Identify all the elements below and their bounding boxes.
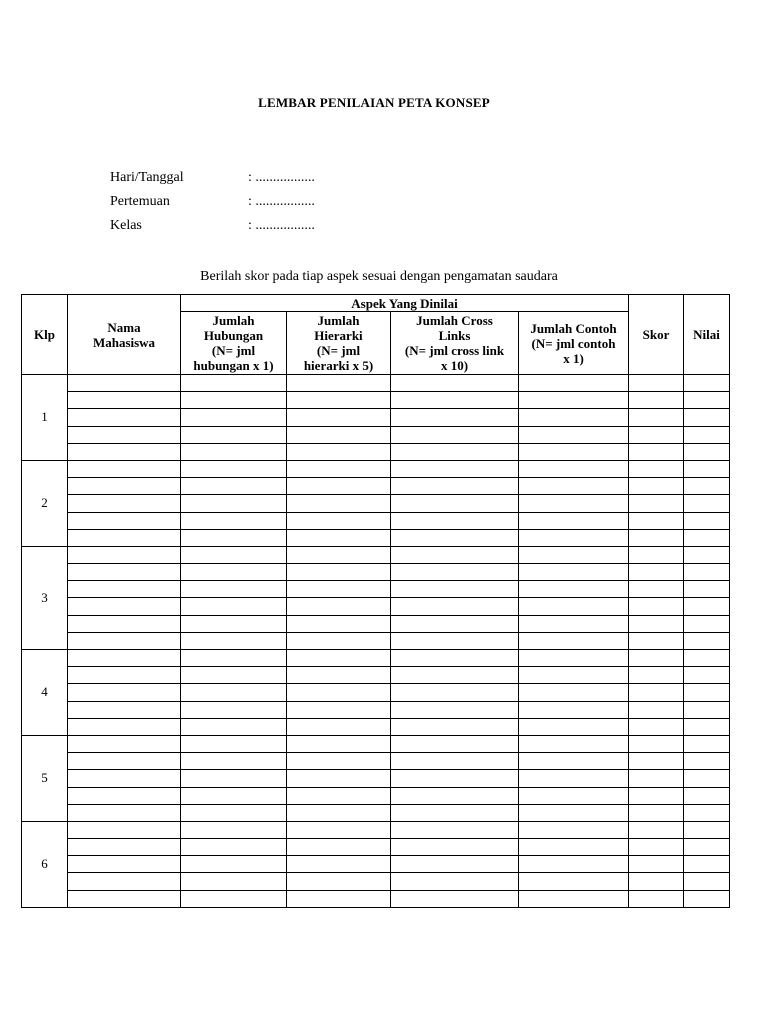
table-cell <box>684 615 730 632</box>
table-cell <box>629 718 684 735</box>
table-cell <box>629 529 684 546</box>
table-row <box>22 443 730 460</box>
table-cell <box>287 443 391 460</box>
table-cell <box>519 753 629 770</box>
table-cell <box>68 770 181 787</box>
table-cell <box>684 409 730 426</box>
table-cell <box>684 512 730 529</box>
header-line: hierarki x 5) <box>303 358 374 373</box>
table-cell <box>68 753 181 770</box>
table-cell <box>684 701 730 718</box>
table-cell <box>629 615 684 632</box>
table-cell <box>629 581 684 598</box>
table-cell <box>684 632 730 649</box>
table-cell <box>287 426 391 443</box>
table-cell <box>181 821 287 838</box>
table-cell <box>519 546 629 563</box>
table-cell <box>68 581 181 598</box>
table-cell <box>287 598 391 615</box>
table-cell <box>684 787 730 804</box>
table-row <box>22 529 730 546</box>
table-cell <box>684 684 730 701</box>
table-cell <box>684 426 730 443</box>
table-cell <box>391 426 519 443</box>
table-cell <box>391 787 519 804</box>
table-row <box>22 856 730 873</box>
table-cell <box>391 632 519 649</box>
table-cell <box>287 581 391 598</box>
table-cell <box>68 564 181 581</box>
table-cell <box>391 564 519 581</box>
table-row <box>22 495 730 512</box>
table-cell <box>391 598 519 615</box>
table-cell <box>519 392 629 409</box>
info-value: : ................. <box>248 218 315 233</box>
table-row <box>22 667 730 684</box>
info-row-class <box>110 218 315 234</box>
table-cell <box>181 512 287 529</box>
table-row <box>22 460 730 477</box>
table-cell <box>287 512 391 529</box>
table-cell <box>519 426 629 443</box>
klp-number: 4 <box>22 650 68 736</box>
table-cell <box>181 478 287 495</box>
table-cell <box>519 873 629 890</box>
table-cell <box>391 701 519 718</box>
table-cell <box>68 460 181 477</box>
assessment-table <box>21 294 730 908</box>
table-cell <box>519 478 629 495</box>
table-cell <box>629 873 684 890</box>
table-cell <box>629 546 684 563</box>
header-line: Jumlah Cross <box>416 313 493 328</box>
table-cell <box>519 409 629 426</box>
table-cell <box>391 495 519 512</box>
table-cell <box>181 804 287 821</box>
table-cell <box>68 478 181 495</box>
info-value: : ................. <box>248 170 315 185</box>
table-cell <box>68 409 181 426</box>
table-row <box>22 409 730 426</box>
table-cell <box>629 787 684 804</box>
table-cell <box>287 392 391 409</box>
table-cell <box>519 615 629 632</box>
table-cell <box>181 718 287 735</box>
table-row <box>22 804 730 821</box>
table-cell <box>684 873 730 890</box>
table-cell <box>181 839 287 856</box>
table-cell <box>391 856 519 873</box>
table-cell <box>68 839 181 856</box>
table-row <box>22 890 730 907</box>
table-row <box>22 478 730 495</box>
header-line: (N= jml <box>211 343 256 358</box>
table-cell <box>684 581 730 598</box>
table-cell <box>287 873 391 890</box>
header-line: Hubungan <box>203 328 264 343</box>
table-cell <box>391 546 519 563</box>
table-cell <box>519 598 629 615</box>
info-label: Pertemuan <box>110 194 170 209</box>
header-klp: Klp <box>22 295 68 375</box>
table-cell <box>391 753 519 770</box>
table-cell <box>629 667 684 684</box>
table-cell <box>181 667 287 684</box>
table-row <box>22 735 730 752</box>
table-cell <box>287 615 391 632</box>
table-cell <box>181 615 287 632</box>
table-cell <box>629 821 684 838</box>
table-cell <box>181 753 287 770</box>
table-cell <box>684 856 730 873</box>
table-cell <box>68 804 181 821</box>
table-cell <box>629 392 684 409</box>
table-cell <box>629 839 684 856</box>
table-row <box>22 564 730 581</box>
table-cell <box>68 890 181 907</box>
table-cell <box>287 701 391 718</box>
table-cell <box>181 735 287 752</box>
table-row <box>22 512 730 529</box>
table-cell <box>68 598 181 615</box>
table-cell <box>181 787 287 804</box>
table-cell <box>287 735 391 752</box>
header-line: x 1) <box>563 350 584 366</box>
table-cell <box>684 718 730 735</box>
table-cell <box>287 890 391 907</box>
table-cell <box>684 478 730 495</box>
table-cell <box>287 460 391 477</box>
klp-number: 1 <box>22 375 68 461</box>
table-cell <box>181 873 287 890</box>
table-row <box>22 546 730 563</box>
header-hierarki <box>287 312 391 375</box>
table-cell <box>684 375 730 392</box>
table-cell <box>629 564 684 581</box>
table-cell <box>519 787 629 804</box>
table-cell <box>181 409 287 426</box>
table-cell <box>68 821 181 838</box>
table-cell <box>629 735 684 752</box>
table-cell <box>181 632 287 649</box>
table-cell <box>684 804 730 821</box>
header-contoh <box>519 312 629 375</box>
table-row <box>22 392 730 409</box>
table-cell <box>391 392 519 409</box>
header-nama-text: Nama Mahasiswa <box>92 319 156 350</box>
table-cell <box>519 581 629 598</box>
table-cell <box>68 426 181 443</box>
klp-number: 5 <box>22 735 68 821</box>
table-cell <box>391 804 519 821</box>
table-cell <box>287 718 391 735</box>
table-row <box>22 650 730 667</box>
header-skor: Skor <box>629 295 684 375</box>
header-aspek: Aspek Yang Dinilai <box>181 295 629 312</box>
table-cell <box>684 821 730 838</box>
table-cell <box>391 529 519 546</box>
table-cell <box>629 495 684 512</box>
table-cell <box>287 478 391 495</box>
table-cell <box>629 650 684 667</box>
table-cell <box>629 512 684 529</box>
table-cell <box>68 529 181 546</box>
table-cell <box>68 856 181 873</box>
table-cell <box>684 839 730 856</box>
table-cell <box>287 529 391 546</box>
table-cell <box>391 512 519 529</box>
table-cell <box>684 650 730 667</box>
table-cell <box>68 873 181 890</box>
table-cell <box>684 392 730 409</box>
table-cell <box>519 770 629 787</box>
table-cell <box>181 443 287 460</box>
table-cell <box>684 753 730 770</box>
table-cell <box>684 529 730 546</box>
header-nama <box>68 295 181 375</box>
table-cell <box>287 495 391 512</box>
table-cell <box>181 546 287 563</box>
header-line: Links <box>438 328 471 343</box>
table-cell <box>391 718 519 735</box>
table-cell <box>684 495 730 512</box>
table-cell <box>287 804 391 821</box>
table-cell <box>519 856 629 873</box>
table-cell <box>684 546 730 563</box>
table-row <box>22 375 730 392</box>
table-cell <box>68 701 181 718</box>
table-row <box>22 787 730 804</box>
table-cell <box>684 890 730 907</box>
table-cell <box>629 426 684 443</box>
table-row <box>22 598 730 615</box>
table-cell <box>629 753 684 770</box>
table-body <box>22 375 730 908</box>
info-label: Kelas <box>110 218 142 233</box>
table-cell <box>68 615 181 632</box>
table-cell <box>181 684 287 701</box>
table-cell <box>629 443 684 460</box>
table-cell <box>68 443 181 460</box>
table-cell <box>519 718 629 735</box>
table-cell <box>391 839 519 856</box>
table-cell <box>287 564 391 581</box>
table-cell <box>519 564 629 581</box>
table-cell <box>391 873 519 890</box>
table-cell <box>68 512 181 529</box>
table-cell <box>519 701 629 718</box>
table-cell <box>287 839 391 856</box>
table-cell <box>519 650 629 667</box>
table-cell <box>287 684 391 701</box>
table-row <box>22 770 730 787</box>
table-cell <box>391 443 519 460</box>
table-cell <box>287 821 391 838</box>
table-cell <box>287 650 391 667</box>
table-cell <box>181 426 287 443</box>
table-cell <box>68 375 181 392</box>
table-row <box>22 753 730 770</box>
table-row <box>22 632 730 649</box>
table-cell <box>519 495 629 512</box>
table-cell <box>391 581 519 598</box>
table-cell <box>287 667 391 684</box>
table-row <box>22 426 730 443</box>
table-cell <box>519 632 629 649</box>
table-cell <box>391 890 519 907</box>
table-cell <box>391 478 519 495</box>
table-cell <box>391 770 519 787</box>
table-cell <box>519 443 629 460</box>
table-row <box>22 839 730 856</box>
header-line: (N= jml cross link <box>404 343 505 358</box>
table-cell <box>287 787 391 804</box>
table-cell <box>287 753 391 770</box>
table-cell <box>684 443 730 460</box>
table-row <box>22 873 730 890</box>
table-cell <box>287 375 391 392</box>
table-cell <box>181 392 287 409</box>
table-cell <box>181 375 287 392</box>
table-cell <box>629 632 684 649</box>
table-cell <box>629 684 684 701</box>
table-cell <box>181 701 287 718</box>
table-cell <box>684 667 730 684</box>
table-cell <box>181 495 287 512</box>
table-cell <box>68 392 181 409</box>
table-cell <box>684 460 730 477</box>
header-line: (N= jml contoh <box>531 335 616 351</box>
table-cell <box>519 821 629 838</box>
table-row <box>22 581 730 598</box>
info-row-date <box>110 170 315 186</box>
table-cell <box>629 701 684 718</box>
table-cell <box>391 460 519 477</box>
table-cell <box>287 546 391 563</box>
table-cell <box>68 684 181 701</box>
page-title: LEMBAR PENILAIAN PETA KONSEP <box>258 95 490 110</box>
table-cell <box>629 804 684 821</box>
table-cell <box>391 684 519 701</box>
header-line: (N= jml <box>316 343 361 358</box>
info-row-meeting <box>110 194 315 210</box>
table-cell <box>287 409 391 426</box>
table-cell <box>391 821 519 838</box>
table-cell <box>68 650 181 667</box>
table-cell <box>629 375 684 392</box>
table-cell <box>181 598 287 615</box>
table-cell <box>181 581 287 598</box>
table-cell <box>68 735 181 752</box>
table-cell <box>68 546 181 563</box>
header-line: Jumlah Contoh <box>530 320 617 336</box>
table-cell <box>68 718 181 735</box>
table-cell <box>519 375 629 392</box>
table-cell <box>519 735 629 752</box>
table-cell <box>629 598 684 615</box>
table-cell <box>629 856 684 873</box>
table-cell <box>287 856 391 873</box>
table-cell <box>181 650 287 667</box>
table-cell <box>629 409 684 426</box>
klp-number: 6 <box>22 821 68 907</box>
table-cell <box>391 667 519 684</box>
table-cell <box>519 460 629 477</box>
table-row <box>22 615 730 632</box>
table-cell <box>391 409 519 426</box>
table-cell <box>519 667 629 684</box>
table-cell <box>68 495 181 512</box>
table-cell <box>629 460 684 477</box>
table-row <box>22 684 730 701</box>
table-row <box>22 701 730 718</box>
table-cell <box>519 890 629 907</box>
table-cell <box>391 735 519 752</box>
header-line: Hierarki <box>314 328 363 343</box>
table-cell <box>519 684 629 701</box>
table-cell <box>391 615 519 632</box>
table-cell <box>391 650 519 667</box>
table-cell <box>684 598 730 615</box>
table-cell <box>181 529 287 546</box>
klp-number: 2 <box>22 460 68 546</box>
table-cell <box>68 667 181 684</box>
table-cell <box>181 856 287 873</box>
header-nilai: Nilai <box>684 295 730 375</box>
table-cell <box>181 460 287 477</box>
info-label: Hari/Tanggal <box>110 170 184 185</box>
header-line: x 10) <box>440 358 469 373</box>
table-cell <box>629 890 684 907</box>
table-cell <box>519 839 629 856</box>
info-value: : ................. <box>248 194 315 209</box>
table-cell <box>519 804 629 821</box>
table-cell <box>629 770 684 787</box>
table-cell <box>181 890 287 907</box>
table-cell <box>181 770 287 787</box>
header-cross-links <box>391 312 519 375</box>
table-row <box>22 821 730 838</box>
table-cell <box>684 770 730 787</box>
table-cell <box>519 512 629 529</box>
table-cell <box>629 478 684 495</box>
table-cell <box>181 564 287 581</box>
instruction-text: Berilah skor pada tiap aspek sesuai dengan pengamatan saudara <box>200 269 558 284</box>
table-row <box>22 718 730 735</box>
header-hubungan <box>181 312 287 375</box>
table-cell <box>287 770 391 787</box>
table-cell <box>287 632 391 649</box>
klp-number: 3 <box>22 546 68 649</box>
table-cell <box>684 564 730 581</box>
table-cell <box>684 735 730 752</box>
table-cell <box>68 632 181 649</box>
table-cell <box>68 787 181 804</box>
header-line: hubungan x 1) <box>193 358 274 373</box>
table-cell <box>391 375 519 392</box>
header-line: Jumlah <box>212 313 255 328</box>
table-cell <box>519 529 629 546</box>
header-line: Jumlah <box>317 313 360 328</box>
